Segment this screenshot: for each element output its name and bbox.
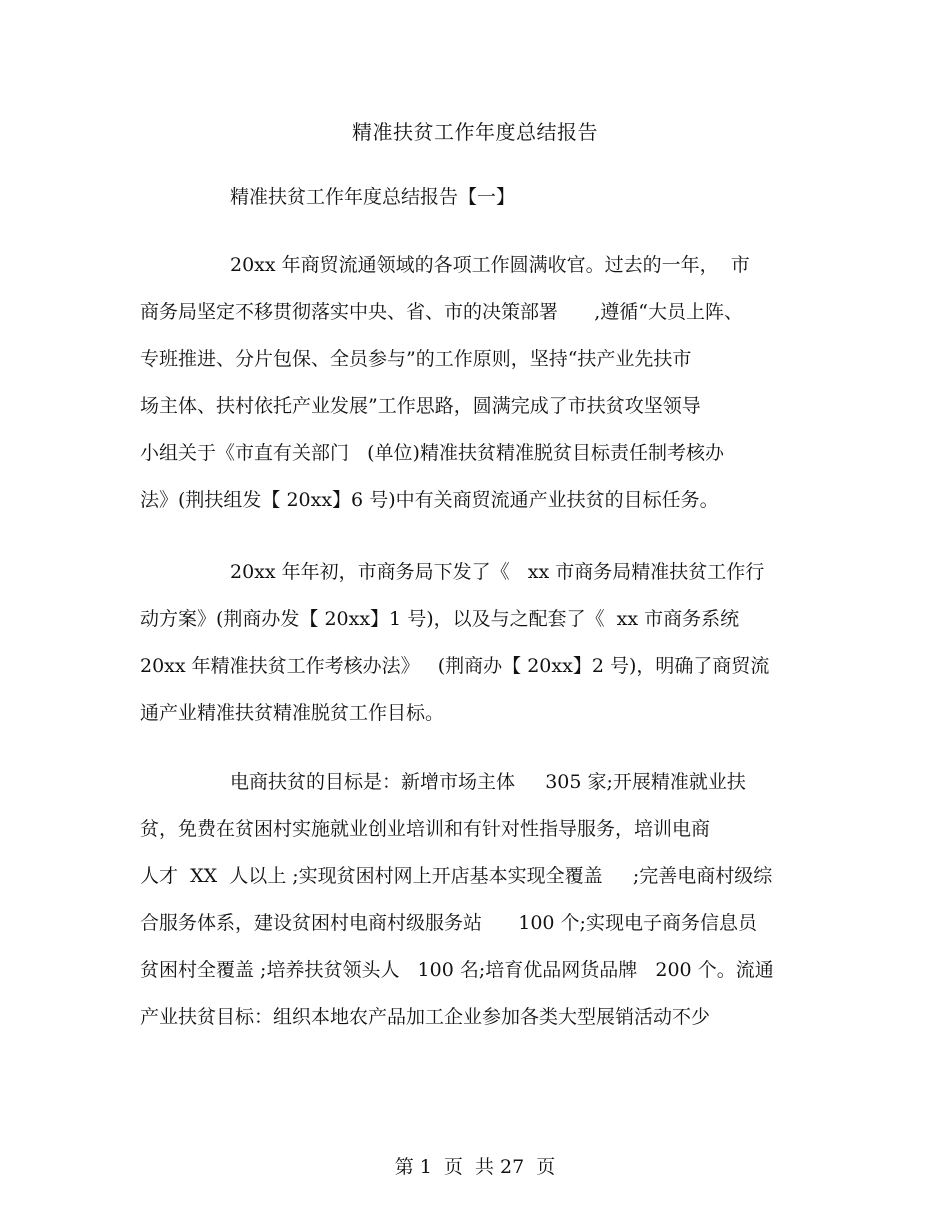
paragraph-1-line-2: 商务局坚定不移贯彻落实中央、省、市的决策部署 ,遵循“大员上阵、 — [140, 301, 743, 323]
paragraph-3-line-5: 贫困村全覆盖 ;培养扶贫领头人 100 名;培育优品网货品牌 200 个。流通 — [140, 959, 774, 981]
document-title: 精准扶贫工作年度总结报告 — [352, 120, 598, 144]
page-number-footer: 第 1 页 共 27 页 — [394, 1156, 556, 1178]
paragraph-2-line-3: 20xx 年精准扶贫工作考核办法》 (荆商办【 20xx】2 号)，明确了商贸流 — [140, 655, 770, 677]
paragraph-1-line-3: 专班推进、分片包保、全员参与”的工作原则，坚持“扶产业先扶市 — [140, 348, 692, 370]
paragraph-1-line-4: 场主体、扶村依托产业发展”工作思路，圆满完成了市扶贫攻坚领导 — [140, 395, 701, 417]
paragraph-3-line-6: 产业扶贫目标：组织本地农产品加工企业参加各类大型展销活动不少 — [140, 1006, 711, 1028]
paragraph-3-line-2: 贫，免费在贫困村实施就业创业培训和有针对性指导服务，培训电商 — [140, 818, 711, 840]
paragraph-1-line-6: 法》(荆扶组发【 20xx】6 号)中有关商贸流通产业扶贫的目标任务。 — [140, 489, 719, 511]
section-heading: 精准扶贫工作年度总结报告【一】 — [230, 186, 516, 208]
paragraph-3-line-4: 合服务体系，建设贫困村电商村级服务站 100 个;实现电子商务信息员 — [140, 912, 757, 934]
paragraph-1-line-1: 20xx 年商贸流通领域的各项工作圆满收官。过去的一年， 市 — [230, 254, 750, 276]
paragraph-1-line-5: 小组关于《市直有关部门 (单位)精准扶贫精准脱贫目标责任制考核办 — [140, 442, 724, 464]
paragraph-2-line-2: 动方案》(荆商办发【 20xx】1 号)，以及与之配套了《 xx 市商务系统 — [140, 608, 740, 630]
paragraph-3-line-3: 人才 XX 人以上 ;实现贫困村网上开店基本实现全覆盖 ;完善电商村级综 — [140, 865, 773, 887]
paragraph-3-line-1: 电商扶贫的目标是：新增市场主体 305 家;开展精准就业扶 — [230, 771, 746, 793]
paragraph-2-line-1: 20xx 年年初，市商务局下发了《 xx 市商务局精准扶贫工作行 — [230, 561, 765, 583]
paragraph-2-line-4: 通产业精准扶贫精准脱贫工作目标。 — [140, 702, 445, 724]
